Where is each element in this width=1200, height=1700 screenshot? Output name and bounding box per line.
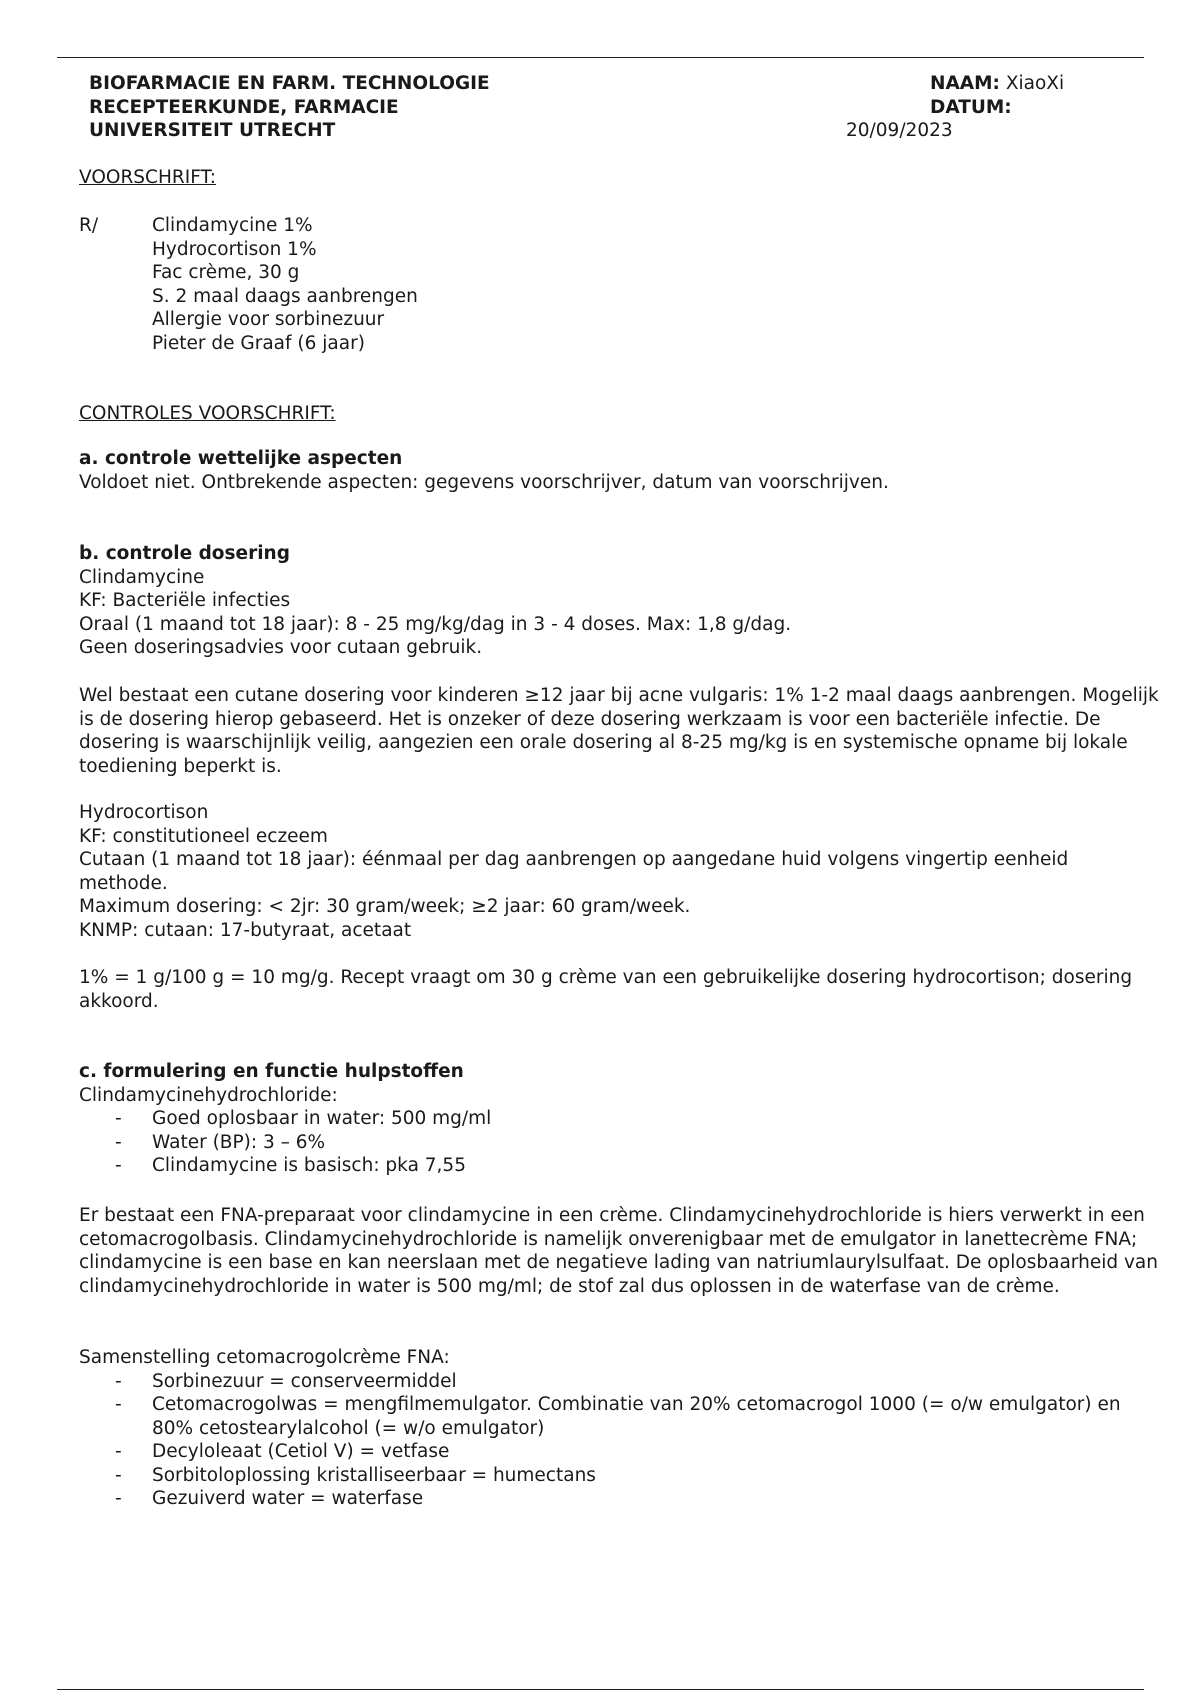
prescription-lines: [152, 214, 418, 355]
list-item: - Cetomacrogolwas = mengfilmemulgator. Combinatie van 20% cetomacrogol 1000 (= o/w emulgator) en 80% cetostearylalcohol (= w/o emulgator): [79, 1393, 1159, 1440]
section-a-text: Voldoet niet. Ontbrekende aspecten: gegevens voorschrijver, datum van voorschrijven.: [79, 471, 889, 493]
date-value: 20/09/2023: [846, 120, 953, 141]
institution-line-2: RECEPTEERKUNDE, FARMACIE: [89, 97, 399, 118]
prescription-line: Pieter de Graaf (6 jaar): [152, 332, 365, 354]
hydrocortisone-line: Hydrocortison: [79, 802, 209, 823]
section-b-title: b. controle dosering: [79, 543, 290, 564]
properties-list: [79, 1107, 1159, 1178]
institution-line-1: BIOFARMACIE EN FARM. TECHNOLOGIE: [89, 73, 490, 94]
date-label: DATUM:: [930, 97, 1012, 118]
rx-symbol: R/: [79, 215, 99, 236]
hydrocortisone-line: KNMP: cutaan: 17-butyraat, acetaat: [79, 919, 412, 941]
hydrocortisone-paragraph-text: 1% = 1 g/100 g = 10 mg/g. Recept vraagt om 30 g crème van een gebruikelijke dosering hydrocortison; dosering akkoord.: [79, 967, 1133, 1012]
list-item: - Sorbinezuur = conserveermiddel: [79, 1370, 1159, 1394]
clindamycin-line: KF: Bacteriële infecties: [79, 590, 291, 611]
list-item: - Decyloleaat (Cetiol V) = vetfase: [79, 1440, 1159, 1464]
section-c-subject: Clindamycinehydrochloride:: [79, 1084, 338, 1106]
controls-heading: CONTROLES VOORSCHRIFT:: [79, 403, 336, 424]
section-c: [79, 1060, 1159, 1178]
name-label: NAAM:: [930, 73, 1000, 94]
fna-paragraph: [79, 1204, 1159, 1298]
prescription-line: Fac crème, 30 g: [152, 262, 300, 283]
section-c-title: c. formulering en functie hulpstoffen: [79, 1061, 464, 1082]
prescription-line: S. 2 maal daags aanbrengen: [152, 285, 418, 307]
top-rule: [57, 57, 1144, 58]
prescription-heading: VOORSCHRIFT:: [79, 167, 217, 188]
clindamycin-paragraph: [79, 684, 1159, 778]
list-item: - Sorbitoloplossing kristalliseerbaar = humectans: [79, 1464, 1159, 1488]
section-a: [79, 447, 1159, 494]
bottom-rule: [57, 1689, 1144, 1690]
prescription-line: Hydrocortison 1%: [152, 238, 317, 260]
section-b: [79, 542, 1159, 660]
prescription-line: Allergie voor sorbinezuur: [152, 309, 385, 330]
name-value: XiaoXi: [1005, 73, 1065, 94]
list-item: - Clindamycine is basisch: pka 7,55: [79, 1154, 1159, 1178]
clindamycin-line: Clindamycine: [79, 566, 205, 588]
fna-paragraph-text: Er bestaat een FNA-preparaat voor clindamycine in een crème. Clindamycinehydrochloride is hiers verwerkt in een cetomacrogolbasis. Clindamycinehydrochloride is namelijk onverenigbaar met de emulgator in lanettecrème FNA; clindamycine is een base en kan neerslaan met de negatieve lading van natriumlaurylsulfaat. De oplosbaarheid van clindamycinehydrochloride in water is 500 mg/ml; de stof zal dus oplossen in de waterfase van de crème.: [79, 1205, 1158, 1297]
composition-title: Samenstelling cetomacrogolcrème FNA:: [79, 1347, 450, 1368]
hydrocortisone-line: Maximum dosering: < 2jr: 30 gram/week; ≥2 jaar: 60 gram/week.: [79, 896, 691, 917]
clindamycin-paragraph-text: Wel bestaat een cutane dosering voor kinderen ≥12 jaar bij acne vulgaris: 1% 1-2 maal daags aanbrengen. Mogelijk is de dosering hierop gebaseerd. Het is onzeker of deze dosering werkzaam is voor een bacteriële infectie. De dosering is waarschijnlijk veilig, aangezien een orale dosering al 8-25 mg/kg is en systemische opname bij lokale toediening beperkt is.: [79, 685, 1159, 777]
hydrocortisone-line: Cutaan (1 maand tot 18 jaar): éénmaal per dag aanbrengen op aangedane huid volgens vingertip eenheid methode.: [79, 849, 1069, 894]
composition-list: [79, 1370, 1159, 1511]
section-a-title: a. controle wettelijke aspecten: [79, 448, 403, 469]
list-item: - Water (BP): 3 – 6%: [79, 1131, 1159, 1155]
clindamycin-line: Oraal (1 maand tot 18 jaar): 8 - 25 mg/kg/dag in 3 - 4 doses. Max: 1,8 g/dag.: [79, 613, 792, 635]
hydrocortisone-block: [79, 801, 1159, 942]
hydrocortisone-paragraph: [79, 966, 1159, 1013]
hydrocortisone-line: KF: constitutioneel eczeem: [79, 825, 328, 847]
list-item: - Goed oplosbaar in water: 500 mg/ml: [79, 1107, 1159, 1131]
clindamycin-line: Geen doseringsadvies voor cutaan gebruik.: [79, 637, 483, 658]
institution-line-3: UNIVERSITEIT UTRECHT: [89, 120, 336, 141]
prescription-line: Clindamycine 1%: [152, 215, 313, 236]
composition-block: [79, 1346, 1159, 1511]
name-field: [930, 72, 1064, 96]
list-item: - Gezuiverd water = waterfase: [79, 1487, 1159, 1511]
